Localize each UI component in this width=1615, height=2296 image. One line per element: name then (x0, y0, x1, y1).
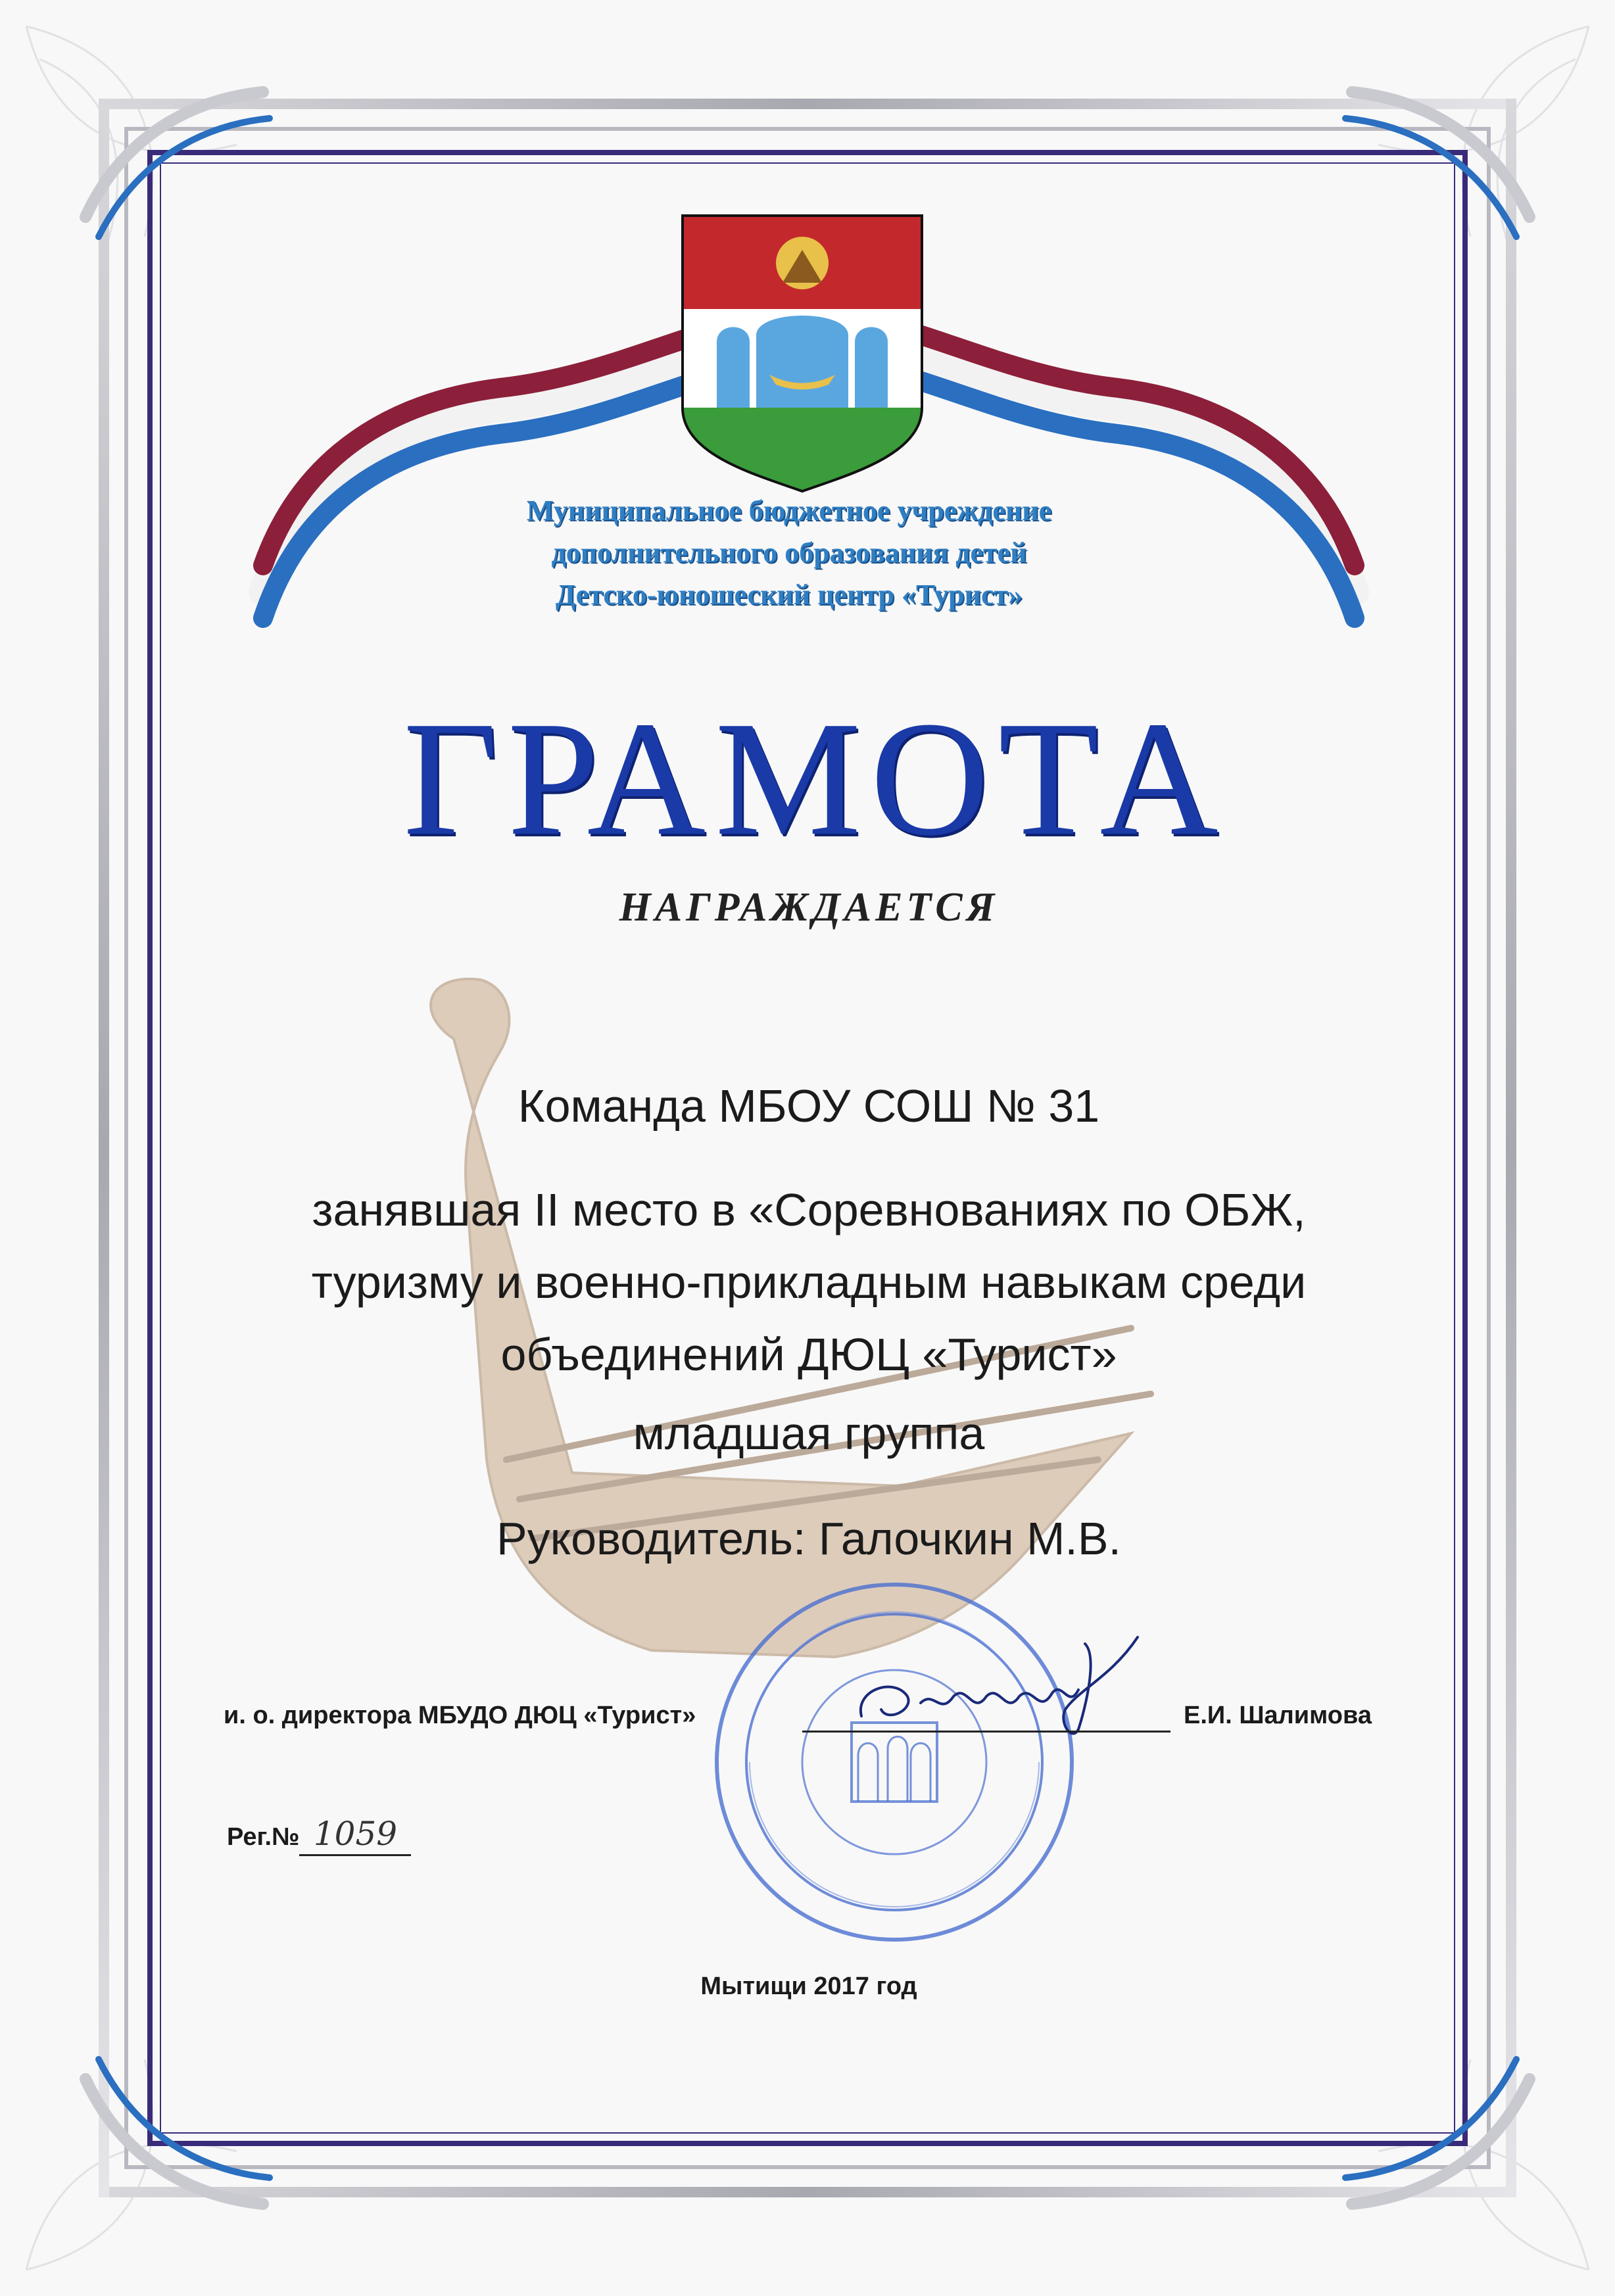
director-name: Е.И. Шалимова (1184, 1702, 1372, 1729)
achievement-text (184, 1184, 1434, 1381)
certificate-title: ГРАМОТА (403, 688, 1228, 870)
signature-row (224, 1696, 1394, 1742)
registration-label: Рег.№ (227, 1823, 300, 1851)
achievement-line-2: туризму и военно-прикладным навыкам среди (311, 1256, 1307, 1308)
awarded-label: НАГРАЖДАЕТСЯ (619, 885, 999, 930)
org-line-3: Детско-юношеский центр «Турист» (555, 579, 1023, 611)
registration-number (227, 1815, 411, 1856)
org-line-1: Муниципальное бюджетное учреждение (526, 494, 1052, 527)
city-year: Мытищи 2017 год (700, 1973, 917, 2000)
achievement-line-3: объединений ДЮЦ «Турист» (500, 1329, 1117, 1380)
org-line-2: дополнительного образования детей (551, 537, 1027, 569)
registration-value: 1059 (299, 1815, 411, 1856)
organization-name (395, 490, 1184, 616)
achievement-line-1: занявшая II место в «Соревнованиях по ОБЖ, (312, 1184, 1306, 1235)
leader-label: Руководитель: Галочкин М.В. (496, 1513, 1121, 1564)
director-position: и. о. директора МБУДО ДЮЦ «Турист» (224, 1702, 696, 1729)
team-name: Команда МБОУ СОШ № 31 (518, 1080, 1100, 1132)
coat-of-arms-icon (677, 210, 927, 493)
signature-line (802, 1731, 1170, 1733)
group-label: младшая группа (633, 1408, 985, 1459)
